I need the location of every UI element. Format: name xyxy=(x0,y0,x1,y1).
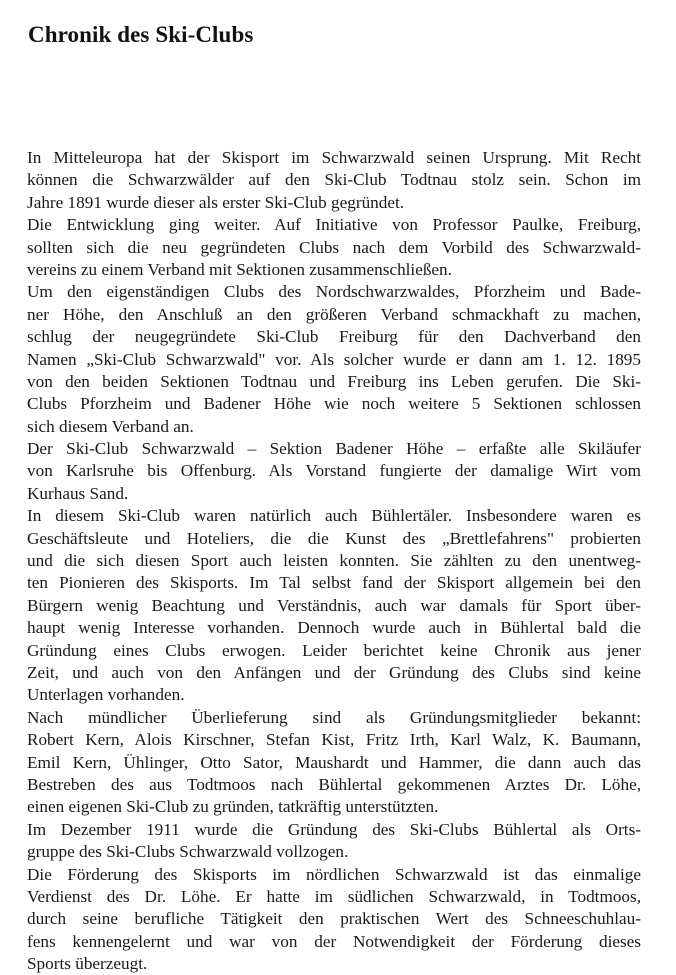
text-line: Verdienst des Dr. Löhe. Er hatte im südlichen Schwarzwald, in Todtmoos, xyxy=(27,886,641,906)
text-line: durch seine berufliche Tätigkeit den praktischen Wert des Schneeschuhlau- xyxy=(27,909,641,929)
text-line: fens kennengelernt und war von der Notwendigkeit der Förderung dieses xyxy=(27,931,641,951)
text-line: haupt wenig Interesse vorhanden. Dennoch wurde auch in Bühlertal bald die xyxy=(27,618,641,638)
text-line: Clubs Pforzheim und Badener Höhe wie noch weitere 5 Sektionen schlossen xyxy=(27,394,641,414)
text-line: sich diesem Verband an. xyxy=(27,416,194,436)
text-line: ten Pionieren des Skisports. Im Tal selbst fand der Skisport allgemein bei den xyxy=(27,573,641,593)
text-line: In Mitteleuropa hat der Skisport im Schwarzwald seinen Ursprung. Mit Recht xyxy=(27,148,641,167)
text-line: Zeit, und auch von den Anfängen und der Gründung des Clubs sind keine xyxy=(27,662,641,682)
text-line: Emil Kern, Ühlinger, Otto Sator, Maushardt und Hammer, die dann auch das xyxy=(27,752,641,772)
text-line: vereins zu einem Verband mit Sektionen zusammenschließen. xyxy=(27,259,452,279)
text-line: Die Entwicklung ging weiter. Auf Initiative von Professor Paulke, Freiburg, xyxy=(27,215,641,235)
text-line: von Karlsruhe bis Offenburg. Als Vorstand fungierte der damalige Wirt vom xyxy=(27,461,641,481)
text-line: Die Förderung des Skisports im nördlichen Schwarzwald ist das einmalige xyxy=(27,864,641,884)
text-line: Der Ski-Club Schwarzwald – Sektion Badener Höhe – erfaßte alle Skiläufer xyxy=(27,439,641,459)
text-line: einen eigenen Ski-Club zu gründen, tatkräftig unterstützten. xyxy=(27,797,439,817)
text-line: Jahre 1891 wurde dieser als erster Ski-Club gegründet. xyxy=(27,192,405,212)
text-line: können die Schwarzwälder auf den Ski-Club Todtnau stolz sein. Schon im xyxy=(27,170,641,190)
text-line: und die sich diesen Sport auch leisten konnten. Sie zählten zu den unentweg- xyxy=(27,551,641,571)
text-line: schlug der neugegründete Ski-Club Freiburg für den Dachverband den xyxy=(27,327,641,347)
text-line: ner Höhe, den Anschluß an den größeren Verband schmackhaft zu machen, xyxy=(27,304,641,324)
text-line: gruppe des Ski-Clubs Schwarzwald vollzogen. xyxy=(27,842,349,862)
text-line: In diesem Ski-Club waren natürlich auch Bühlertäler. Insbesondere waren es xyxy=(27,506,641,526)
body-text xyxy=(27,147,641,975)
text-line: Um den eigenständigen Clubs des Nordschwarzwaldes, Pforzheim und Bade- xyxy=(27,282,641,302)
text-line: Kurhaus Sand. xyxy=(27,483,129,503)
text-line: Robert Kern, Alois Kirschner, Stefan Kist, Fritz Irth, Karl Walz, K. Baumann, xyxy=(27,730,641,750)
text-line: Unterlagen vorhanden. xyxy=(27,685,185,705)
page-title: Chronik des Ski-Clubs xyxy=(28,22,254,47)
text-line: Sports überzeugt. xyxy=(27,954,148,974)
text-line: von den beiden Sektionen Todtnau und Freiburg ins Leben gerufen. Die Ski- xyxy=(27,371,641,391)
text-line: Geschäftsleute und Hoteliers, die die Kunst des „Brettlefahrens" probierten xyxy=(27,528,641,548)
text-line: sollten sich die neu gegründeten Clubs nach dem Vorbild des Schwarzwald- xyxy=(27,237,641,257)
text-line: Nach mündlicher Überlieferung sind als Gründungsmitglieder bekannt: xyxy=(27,707,641,727)
text-line: Bürgern wenig Beachtung und Verständnis, auch war damals für Sport über- xyxy=(27,595,641,615)
text-line: Im Dezember 1911 wurde die Gründung des Ski-Clubs Bühlertal als Orts- xyxy=(27,819,641,839)
text-line: Bestreben des aus Todtmoos nach Bühlertal gekommenen Arztes Dr. Löhe, xyxy=(27,774,641,794)
text-line: Gründung eines Clubs erwogen. Leider berichtet keine Chronik aus jener xyxy=(27,640,641,660)
text-line: Namen „Ski-Club Schwarzwald" vor. Als solcher wurde er dann am 1. 12. 1895 xyxy=(27,349,641,369)
